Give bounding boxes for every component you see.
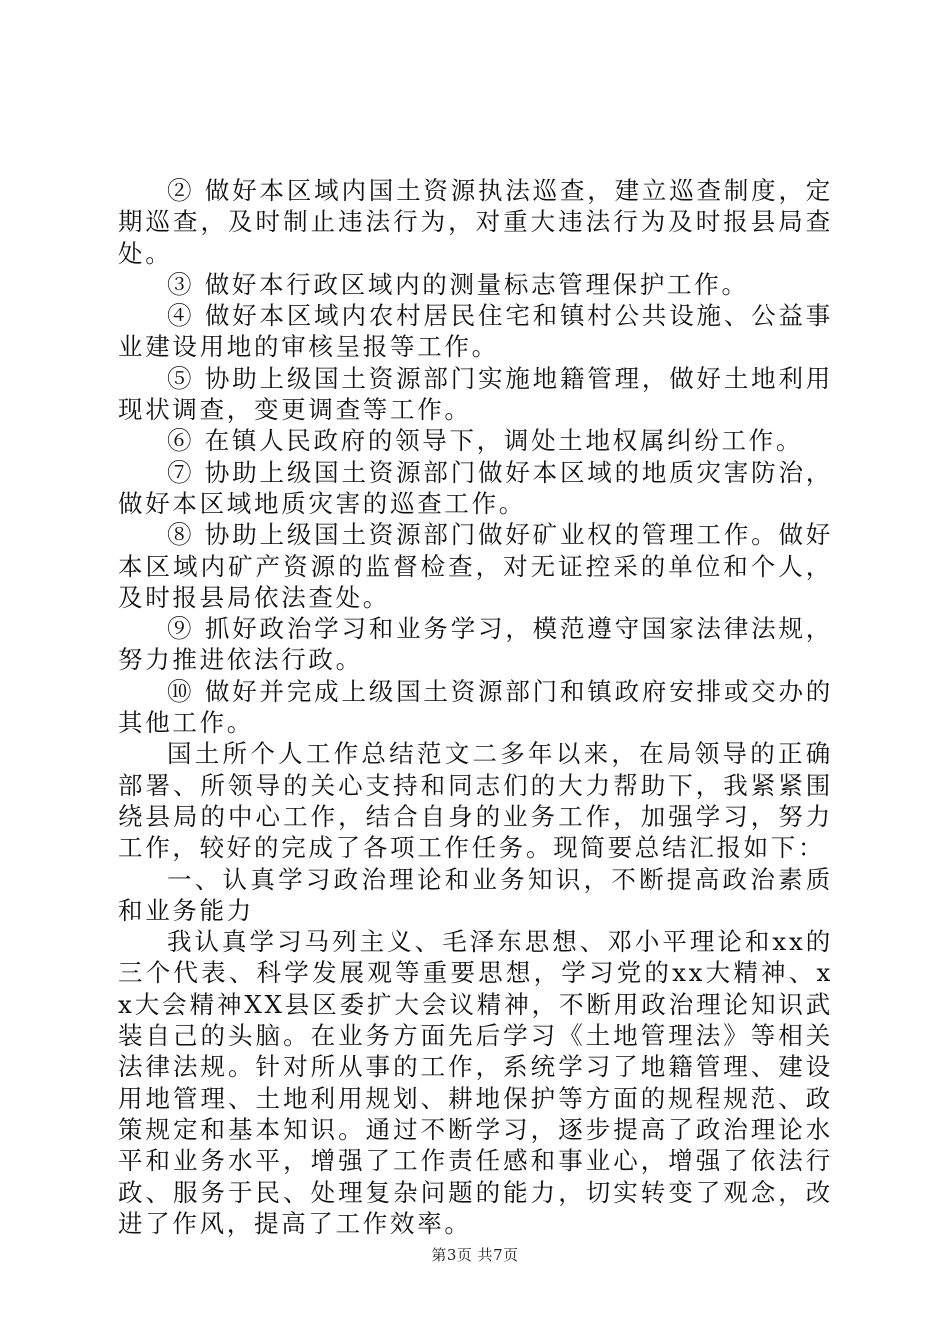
paragraph-intro: 国土所个人工作总结范文二多年以来，在局领导的正确部署、所领导的关心支持和同志们的大力帮助下，我紧紧围绕县局的中心工作，结合自身的业务工作，加强学习，努力工作，较好的完成了各项工作任务。现简要总结汇报如下： [118, 739, 833, 863]
paragraph-item-6: ⑥ 在镇人民政府的领导下，调处土地权属纠纷工作。 [167, 426, 804, 456]
paragraph-item-4: ④ 做好本区域内农村居民住宅和镇村公共设施、公益事业建设用地的审核呈报等工作。 [118, 301, 833, 362]
paragraph-item-10: ⑩ 做好并完成上级国土资源部门和镇政府安排或交办的其他工作。 [118, 676, 833, 738]
section-heading: 一、认真学习政治理论和业务知识，不断提高政治素质和业务能力 [118, 864, 833, 925]
paragraph-item-3: ③ 做好本行政区域内的测量标志管理保护工作。 [167, 269, 749, 299]
page-number-footer: 第3页 共7页 [431, 1246, 519, 1264]
paragraph-item-2: ② 做好本区域内国土资源执法巡查，建立巡查制度，定期巡查，及时制止违法行为，对重大违法行为及时报县局查处。 [118, 176, 833, 268]
paragraph-item-5: ⑤ 协助上级国土资源部门实施地籍管理，做好土地利用现状调查，变更调查等工作。 [118, 363, 833, 425]
paragraph-item-9: ⑨ 抓好政治学习和业务学习，模范遵守国家法律法规，努力推进依法行政。 [118, 614, 833, 675]
paragraph-item-8: ⑧ 协助上级国土资源部门做好矿业权的管理工作。做好本区域内矿产资源的监督检查，对无证控采的单位和个人，及时报县局依法查处。 [118, 520, 833, 612]
paragraph-item-7: ⑦ 协助上级国土资源部门做好本区域的地质灾害防治，做好本区域地质灾害的巡查工作。 [118, 457, 833, 518]
paragraph-study: 我认真学习马列主义、毛泽东思想、邓小平理论和xx的三个代表、科学发展观等重要思想，学习党的xx大精神、xx大会精神XX县区委扩大会议精神，不断用政治理论知识武装自己的头脑。在业务方面先后学习《土地管理法》等相关法律法规。针对所从事的工作，系统学习了地籍管理、建设用地管理、土地利用规划、耕地保护等方面的规程规范、政策规定和基本知识。通过不断学习，逐步提高了政治理论水平和业务水平，增强了工作责任感和事业心，增强了依法行政、服务于民、处理复杂问题的能力，切实转变了观念，改进了作风，提高了工作效率。 [118, 927, 833, 1238]
document-body [118, 175, 833, 1239]
